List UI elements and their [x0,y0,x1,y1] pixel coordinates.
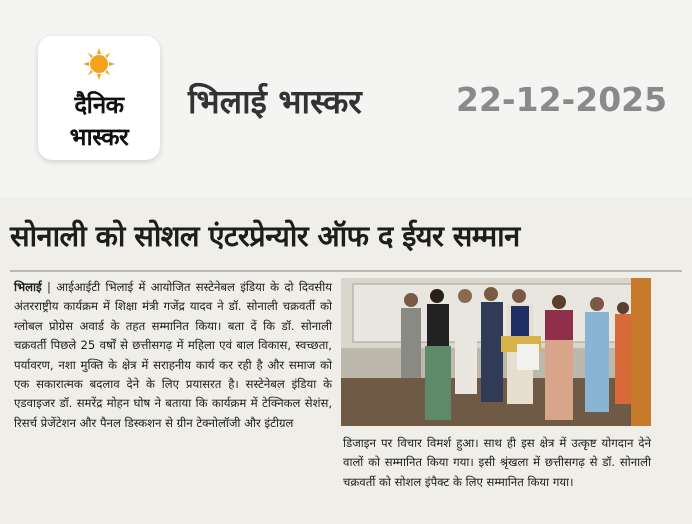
logo-line1: दैनिक [74,91,124,119]
article-body-right: डिजाइन पर विचार विमर्श हुआ। साथ ही इस क्षेत्र में उत्कृष्ट योगदान देने वालों को सम्मानित किया गया। इसी श्रृंखला में छत्तीसगढ़ से डॉ. सोनाली चक्रवर्ती को सोशल इंपैक्ट के लिए सम्मानित किया गया। [343,436,651,489]
sun-icon [83,48,115,80]
newspaper-logo [38,36,160,160]
award-ceremony-photo [341,278,651,426]
dateline: भिलाई [14,280,42,294]
headline-divider [10,270,682,272]
dateline-separator: | [41,280,57,294]
news-clipping [0,198,692,524]
logo-line2: भास्कर [69,123,129,151]
publication-date: 22-12-2025 [456,80,668,119]
edition-name: भिलाई भास्कर [188,82,362,121]
body-left-text: आईआईटी भिलाई में आयोजित सस्टेनेबल इंडिया के दो दिवसीय अंतरराष्ट्रीय कार्यक्रम में शिक्षा मंत्री गजेंद्र यादव ने डॉ. सोनाली चक्रवर्ती को ग्लोबल प्रोग्रेस अवार्ड के तहत सम्मानित किया। बता दें कि डॉ. सोनाली चक्रवर्ती पिछले 25 वर्षों से छत्तीसगढ़ में महिला एवं बाल विकास, स्वच्छता, पर्यावरण, नशा मुक्ति के क्षेत्र में सराहनीय कार्य कर रही है और समाज को एक सकारात्मक बदलाव देने के लिए प्रयासरत है। सस्टेनेबल इंडिया के एडवाइजर डॉ. समरेंद्र मोहन घोष ने बताया कि कार्यक्रम में टेक्निकल सेशंस, रिसर्च प्रेजेंटेशन और पैनल डिस्कशन से ग्रीन टेक्नोलॉजी और इंटीग्रल [14,280,332,430]
article-body-left [14,278,332,433]
article-headline: सोनाली को सोशल एंटरप्रेन्योर ऑफ द ईयर सम्मान [10,219,520,253]
